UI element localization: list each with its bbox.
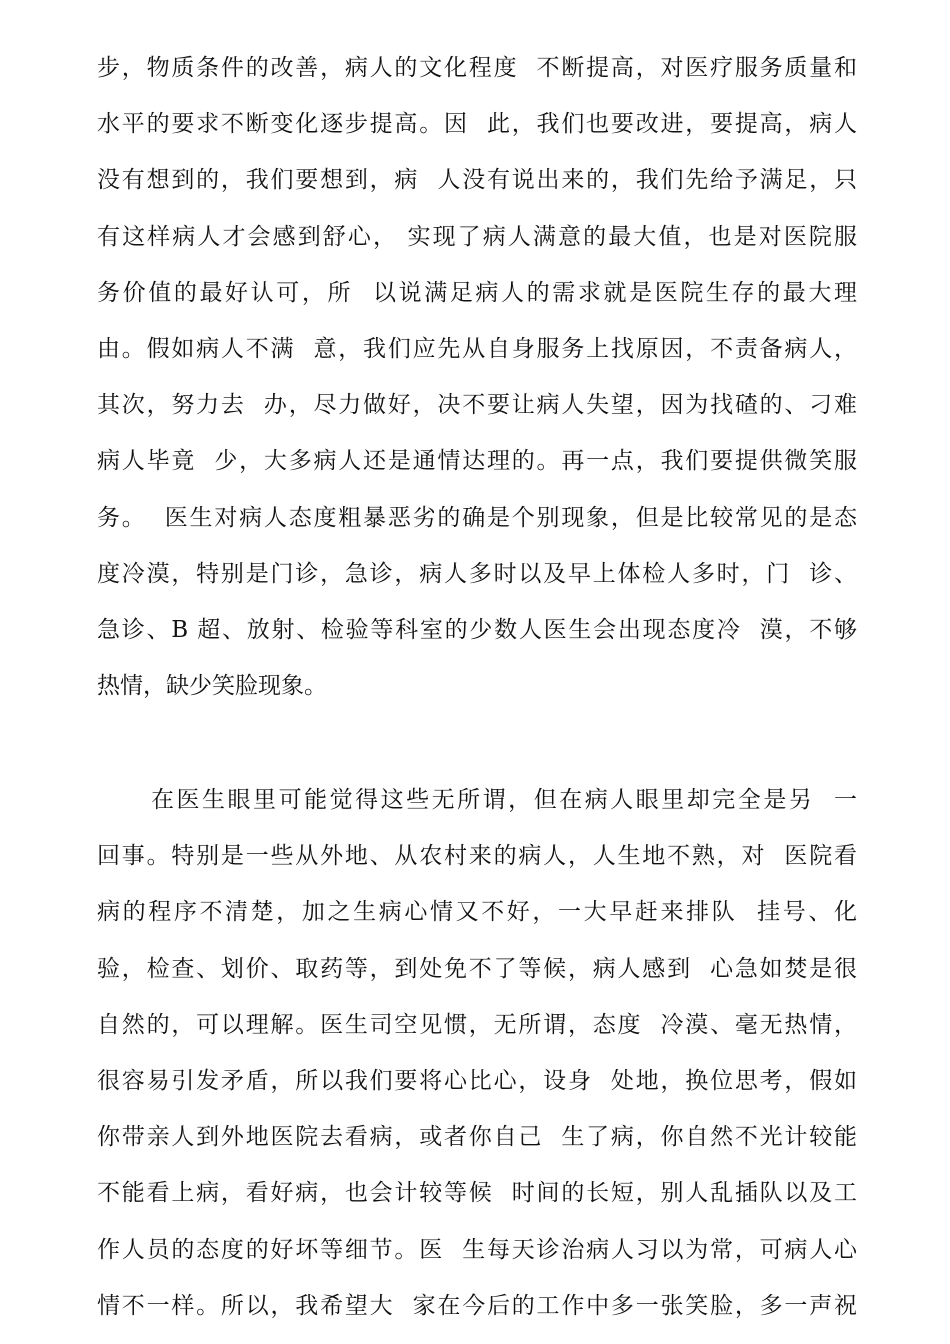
text-line: 由。假如病人不满 意，我们应先从自身服务上找原因，不责备病人， <box>97 335 857 362</box>
text-line: 病的程序不清楚，加之生病心情又不好，一大早赶来排队 挂号、化 <box>97 899 857 926</box>
text-line: 步，物质条件的改善，病人的文化程度 不断提高，对医疗服务质量和 <box>97 55 857 81</box>
text-line: 水平的要求不断变化逐步提高。因 此，我们也要改进，要提高，病人 <box>97 111 857 138</box>
paragraph-2 <box>97 772 857 1334</box>
text-line: 没有想到的，我们要想到，病 人没有说出来的，我们先给予满足，只 <box>97 167 857 194</box>
text-line: 不能看上病，看好病，也会计较等候 时间的长短，别人乱插队以及工 <box>97 1180 857 1207</box>
text-line: 务。 医生对病人态度粗暴恶劣的确是个别现象，但是比较常见的是态 <box>97 504 857 531</box>
text-line: 度冷漠，特别是门诊，急诊，病人多时以及早上体检人多时，门 诊、 <box>97 560 857 587</box>
text-line: 情不一样。所以，我希望大 家在今后的工作中多一张笑脸，多一声祝 <box>97 1292 857 1319</box>
text-line: 急诊、B 超、放射、检验等科室的少数人医生会出现态度冷 漠，不够 <box>97 616 857 643</box>
text-line: 很容易引发矛盾，所以我们要将心比心，设身 处地，换位思考，假如 <box>97 1067 857 1094</box>
text-line: 其次，努力去 办，尽力做好，决不要让病人失望，因为找碴的、刁难 <box>97 392 857 419</box>
paragraph-1 <box>97 40 857 714</box>
text-line: 务价值的最好认可，所 以说满足病人的需求就是医院生存的最大理 <box>97 279 857 306</box>
text-line: 回事。特别是一些从外地、从农村来的病人，人生地不熟，对 医院看 <box>97 843 857 870</box>
text-line: 验，检查、划价、取药等，到处免不了等候，病人感到 心急如焚是很 <box>97 955 857 982</box>
text-line: 在医生眼里可能觉得这些无所谓，但在病人眼里却完全是另 一 <box>151 787 857 813</box>
text-line: 有这样病人才会感到舒心， 实现了病人满意的最大值，也是对医院服 <box>97 223 857 250</box>
text-line: 作人员的态度的好坏等细节。医 生每天诊治病人习以为常，可病人心 <box>97 1236 857 1263</box>
text-line: 你带亲人到外地医院去看病，或者你自己 生了病，你自然不光计较能 <box>97 1124 857 1151</box>
text-line: 自然的，可以理解。医生司空见惯，无所谓，态度 冷漠、毫无热情， <box>97 1011 857 1038</box>
text-line: 热情，缺少笑脸现象。 <box>97 673 327 700</box>
text-line: 病人毕竟 少，大多病人还是通情达理的。再一点，我们要提供微笑服 <box>97 448 857 475</box>
